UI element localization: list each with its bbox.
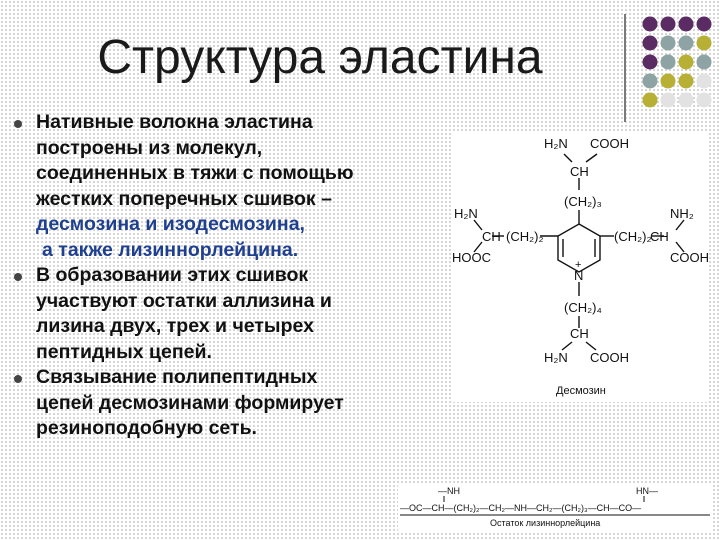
label-left-amine: H₂N [454,206,478,221]
label-ring-n: N [574,268,584,283]
bullet-line: Нативные волокна эластина [36,111,313,133]
decorative-divider [624,14,626,122]
label-top-ch: CH [570,164,589,179]
label-nh-right: HN— [636,486,658,496]
label-chain: —OC—CH—(CH₂)₂—CH₂—NH—CH₂—(CH₂)₃—CH—CO— [400,503,642,513]
decorative-dot [643,17,658,32]
figure-caption: Десмозин [556,385,606,397]
bullet-line: В образовании этих сшивок [36,264,309,286]
label-left-chain: (CH₂)₂ [506,229,544,244]
desmosine-diagram [452,132,708,402]
label-nh-left: —NH [438,486,460,496]
bullet-line: цепей десмозинами формирует [36,391,344,414]
bullet-line-accent: десмозина и изодесмозина, [36,213,305,235]
decorative-dot [661,93,676,108]
decorative-dot [643,74,658,89]
lysinonorleucine-figure [398,484,712,532]
bullet-line: лизина двух, трех и четырех [36,315,314,337]
label-bottom-ch: CH [570,326,589,341]
bullet-line: построены из молекул, [36,136,263,159]
label-right-acid: COOH [670,250,708,265]
bullet-icon [14,273,22,281]
label-right-chain: (CH₂)₂ [614,229,652,244]
label-top-amine: H₂N [544,136,568,151]
decorative-dot [661,17,676,32]
label-ring-plus: + [575,259,582,271]
bullet-item [14,110,444,263]
bullet-icon [14,120,22,128]
bullet-line-continuation: а также лизиннорлейцина. [42,238,299,261]
bullet-list [14,110,444,442]
decorative-dot [643,93,658,108]
decorative-dot [661,36,676,51]
desmosine-structure-figure [452,132,708,402]
decorative-dots [640,14,716,114]
decorative-dot [661,55,676,70]
label-right-amine: NH₂ [670,206,694,221]
slide-title: Структура эластина [97,31,543,84]
bullet-line: жестких поперечных сшивок – [36,187,332,210]
label-bottom-amine: H₂N [544,350,568,365]
figure-caption: Остаток лизиннорлейцина [490,518,601,528]
decorative-dot [679,17,694,32]
bullet-line: пептидных цепей. [36,340,212,363]
decorative-dot [697,17,712,32]
label-left-ch: CH [482,229,501,244]
label-top-acid: COOH [590,136,629,151]
bullet-line: соединенных в тяжи с помощью [36,162,354,184]
decorative-dot [697,74,712,89]
decorative-dot [679,36,694,51]
label-top-chain: (CH₂)₃ [564,194,602,209]
lysinonorleucine-diagram [398,484,712,532]
decorative-dot [643,55,658,70]
label-left-acid: HOOC [452,250,491,265]
bullet-item [14,263,444,365]
bullet-line: резиноподобную сеть. [36,417,257,439]
decorative-dot [661,74,676,89]
bullet-line: участвуют остатки аллизина и [36,289,332,312]
decorative-dot [697,55,712,70]
bullet-icon [14,375,22,383]
bullet-line: Связывание полипептидных [36,366,318,388]
decorative-dot [697,93,712,108]
label-bottom-chain: (CH₂)₄ [564,300,602,315]
bullet-item [14,365,444,442]
label-bottom-acid: COOH [590,350,629,365]
decorative-dot [679,74,694,89]
decorative-dot [643,36,658,51]
decorative-dot [679,93,694,108]
label-right-ch: CH [650,229,669,244]
decorative-dot [697,36,712,51]
decorative-dot [679,55,694,70]
